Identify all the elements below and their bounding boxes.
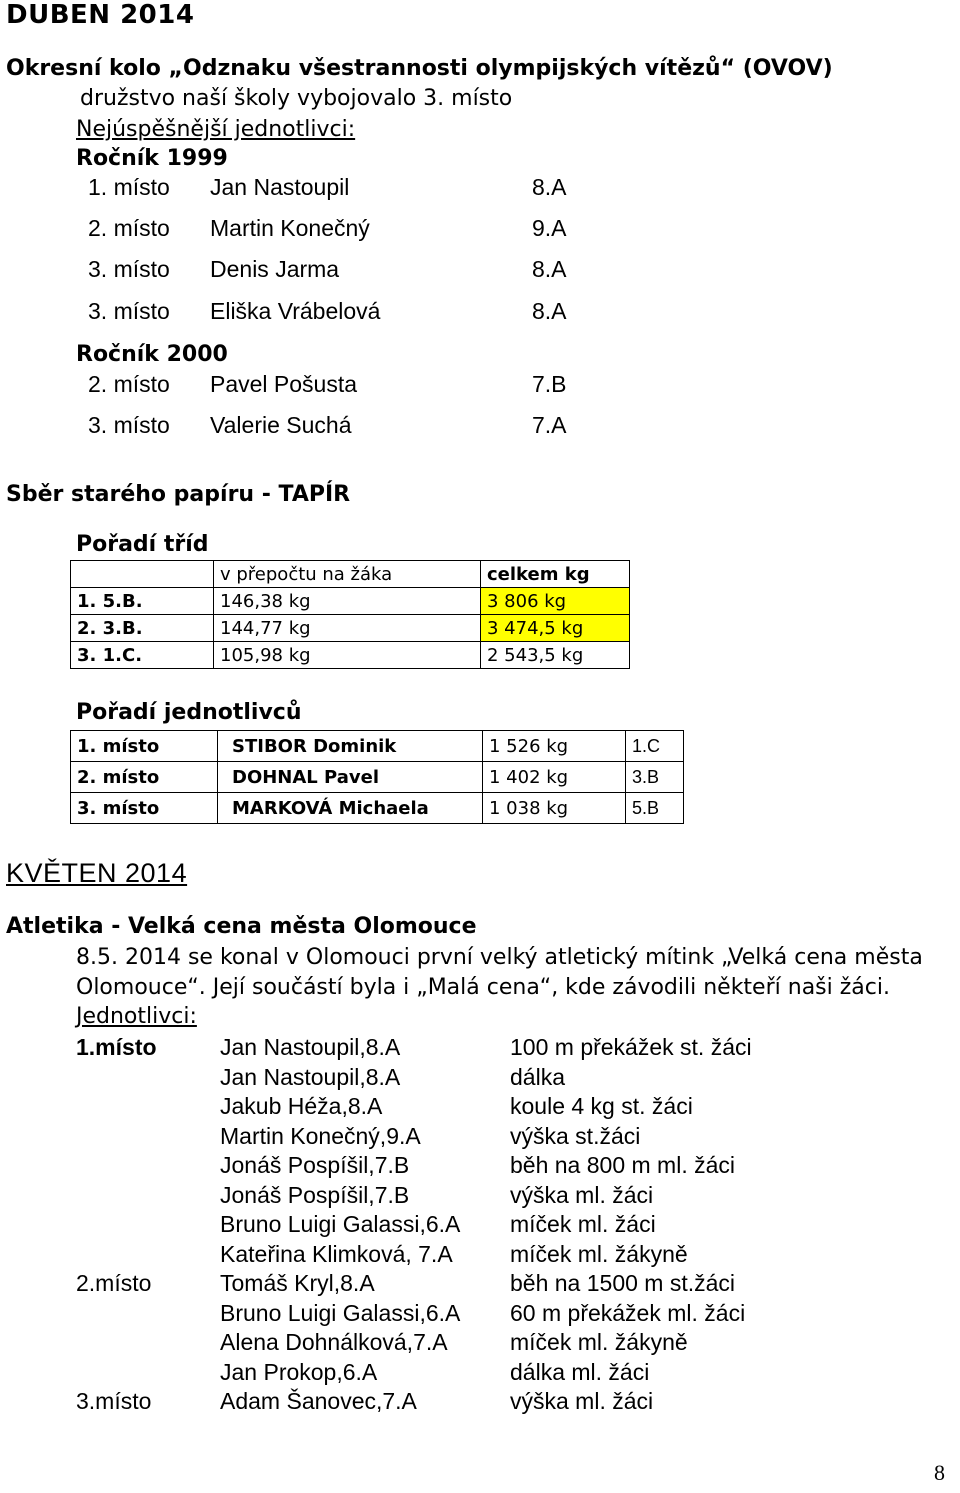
section-title-duben: DUBEN 2014 bbox=[6, 0, 195, 30]
name: Martin Konečný,9.A bbox=[220, 1123, 421, 1149]
table-row bbox=[71, 731, 684, 762]
best-individuals-label: Nejúspěšnější jednotlivci: bbox=[76, 117, 356, 142]
name: Kateřina Klimková, 7.A bbox=[220, 1241, 453, 1267]
event: dálka bbox=[510, 1064, 565, 1090]
name: Adam Šanovec,7.A bbox=[220, 1388, 417, 1414]
event: míček ml. žáci bbox=[510, 1211, 656, 1237]
table-cell: 2. 3.B. bbox=[71, 615, 214, 642]
table-cell: 1 038 kg bbox=[483, 793, 626, 824]
table-cell: 3. 1.C. bbox=[71, 642, 214, 669]
event: 100 m překážek st. žáci bbox=[510, 1034, 752, 1060]
ovov-title: Okresní kolo „Odznaku všestrannosti olympijských vítězů“ (OVOV) bbox=[6, 56, 833, 81]
name: Denis Jarma bbox=[210, 256, 340, 282]
table-cell: 1 526 kg bbox=[483, 731, 626, 762]
class: 8.A bbox=[532, 298, 567, 324]
table-cell bbox=[71, 561, 214, 588]
table-cell: 105,98 kg bbox=[214, 642, 481, 669]
place: 3.místo bbox=[76, 1388, 152, 1414]
table-cell: 2. místo bbox=[71, 762, 218, 793]
class: 8.A bbox=[532, 256, 567, 282]
class: 7.B bbox=[532, 371, 567, 397]
athletics-description-line-1: 8.5. 2014 se konal v Olomouci první velký atletický mítink „Velká cena města bbox=[76, 945, 923, 970]
classes-ranking-label: Pořadí tříd bbox=[76, 532, 209, 557]
name: Jan Nastoupil,8.A bbox=[220, 1034, 401, 1060]
class: 9.A bbox=[532, 215, 567, 241]
table-cell: 2 543,5 kg bbox=[481, 642, 630, 669]
event: dálka ml. žáci bbox=[510, 1359, 650, 1385]
individuals-ranking-table bbox=[70, 730, 684, 824]
place: 3. místo bbox=[88, 298, 170, 324]
table-header-row bbox=[71, 561, 630, 588]
athletics-title: Atletika - Velká cena města Olomouce bbox=[6, 914, 477, 939]
class: 7.A bbox=[532, 412, 567, 438]
name: Bruno Luigi Galassi,6.A bbox=[220, 1211, 461, 1237]
table-cell: 3. místo bbox=[71, 793, 218, 824]
table-cell: DOHNAL Pavel bbox=[218, 762, 483, 793]
name: Valerie Suchá bbox=[210, 412, 352, 438]
place: 3. místo bbox=[88, 256, 170, 282]
table-cell: 3 474,5 kg bbox=[481, 615, 630, 642]
event: výška ml. žáci bbox=[510, 1388, 654, 1414]
table-cell: 144,77 kg bbox=[214, 615, 481, 642]
name: Tomáš Kryl,8.A bbox=[220, 1270, 375, 1296]
table-cell: 1. místo bbox=[71, 731, 218, 762]
table-header-total: celkem kg bbox=[481, 561, 630, 588]
athletics-description-line-2: Olomouce“. Její součástí byla i „Malá cena“, kde závodili někteří naši žáci. bbox=[76, 975, 890, 1000]
event: 60 m překážek ml. žáci bbox=[510, 1300, 746, 1326]
tapir-title: Sběr starého papíru - TAPÍR bbox=[6, 482, 351, 507]
page-number: 8 bbox=[934, 1460, 945, 1485]
table-cell: 146,38 kg bbox=[214, 588, 481, 615]
class: 8.A bbox=[532, 174, 567, 200]
section-title-kveten: KVĚTEN 2014 bbox=[6, 858, 188, 888]
place: 2. místo bbox=[88, 215, 170, 241]
event: výška st.žáci bbox=[510, 1123, 641, 1149]
event: běh na 800 m ml. žáci bbox=[510, 1152, 736, 1178]
table-row bbox=[71, 793, 684, 824]
name: Alena Dohnálková,7.A bbox=[220, 1329, 448, 1355]
team-result: družstvo naší školy vybojovalo 3. místo bbox=[80, 86, 513, 111]
name: Jonáš Pospíšil,7.B bbox=[220, 1182, 410, 1208]
table-cell: 3 806 kg bbox=[481, 588, 630, 615]
place: 2.místo bbox=[76, 1270, 152, 1296]
table-cell: STIBOR Dominik bbox=[218, 731, 483, 762]
event: výška ml. žáci bbox=[510, 1182, 654, 1208]
table-row bbox=[71, 615, 630, 642]
table-cell: MARKOVÁ Michaela bbox=[218, 793, 483, 824]
event: koule 4 kg st. žáci bbox=[510, 1093, 693, 1119]
table-cell: 1.C bbox=[626, 731, 684, 762]
name: Pavel Pošusta bbox=[210, 371, 358, 397]
event: běh na 1500 m st.žáci bbox=[510, 1270, 736, 1296]
place: 3. místo bbox=[88, 412, 170, 438]
name: Jan Nastoupil,8.A bbox=[220, 1064, 401, 1090]
name: Jan Nastoupil bbox=[210, 174, 350, 200]
name: Martin Konečný bbox=[210, 215, 370, 241]
table-cell: 1. 5.B. bbox=[71, 588, 214, 615]
event: míček ml. žákyně bbox=[510, 1241, 688, 1267]
table-cell: 1 402 kg bbox=[483, 762, 626, 793]
table-header-per-pupil: v přepočtu na žáka bbox=[214, 561, 481, 588]
name: Jakub Héža,8.A bbox=[220, 1093, 383, 1119]
table-cell: 5.B bbox=[626, 793, 684, 824]
name: Eliška Vrábelová bbox=[210, 298, 381, 324]
place: 1. místo bbox=[88, 174, 170, 200]
place: 1.místo bbox=[76, 1034, 157, 1060]
event: míček ml. žákyně bbox=[510, 1329, 688, 1355]
name: Jan Prokop,6.A bbox=[220, 1359, 378, 1385]
classes-ranking-table bbox=[70, 560, 630, 669]
individuals-label: Jednotlivci: bbox=[76, 1004, 197, 1029]
table-row bbox=[71, 762, 684, 793]
individuals-ranking-label: Pořadí jednotlivců bbox=[76, 700, 302, 725]
year-1999-label: Ročník 1999 bbox=[76, 146, 228, 171]
place: 2. místo bbox=[88, 371, 170, 397]
table-cell: 3.B bbox=[626, 762, 684, 793]
name: Bruno Luigi Galassi,6.A bbox=[220, 1300, 461, 1326]
year-2000-label: Ročník 2000 bbox=[76, 342, 228, 367]
name: Jonáš Pospíšil,7.B bbox=[220, 1152, 410, 1178]
table-row bbox=[71, 642, 630, 669]
table-row bbox=[71, 588, 630, 615]
